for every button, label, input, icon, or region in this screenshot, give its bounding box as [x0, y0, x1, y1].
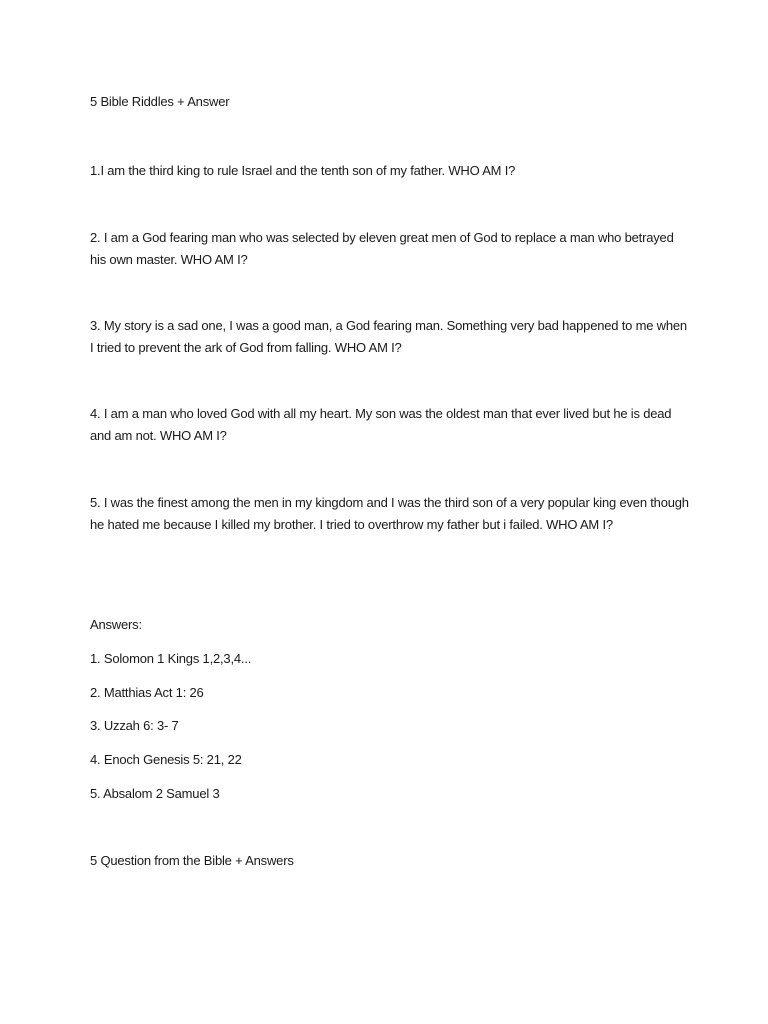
answer-5: 5. Absalom 2 Samuel 3 — [90, 786, 220, 801]
answers-heading: Answers: — [90, 617, 142, 632]
riddle-3: 3. My story is a sad one, I was a good man, a God fearing man. Something very bad happened to me when I tried to prevent the ark of God from falling. WHO AM I? — [90, 318, 687, 355]
answer-1: 1. Solomon 1 Kings 1,2,3,4... — [90, 651, 252, 666]
riddle-2: 2. I am a God fearing man who was selected by eleven great men of God to replace a man who betrayed his own master. WHO AM I? — [90, 230, 674, 267]
answer-2: 2. Matthias Act 1: 26 — [90, 685, 204, 700]
document-title: 5 Bible Riddles + Answer — [90, 94, 230, 109]
answer-3: 3. Uzzah 6: 3- 7 — [90, 718, 179, 733]
answer-4: 4. Enoch Genesis 5: 21, 22 — [90, 752, 242, 767]
riddle-4: 4. I am a man who loved God with all my heart. My son was the oldest man that ever lived but he is dead and am not. WHO AM I? — [90, 406, 672, 443]
next-section-title: 5 Question from the Bible + Answers — [90, 853, 294, 868]
riddle-1: 1.I am the third king to rule Israel and the tenth son of my father. WHO AM I? — [90, 163, 516, 178]
riddle-5: 5. I was the finest among the men in my kingdom and I was the third son of a very popular king even though he hated me because I killed my brother. I tried to overthrow my father but i failed. WHO AM I? — [90, 495, 689, 532]
